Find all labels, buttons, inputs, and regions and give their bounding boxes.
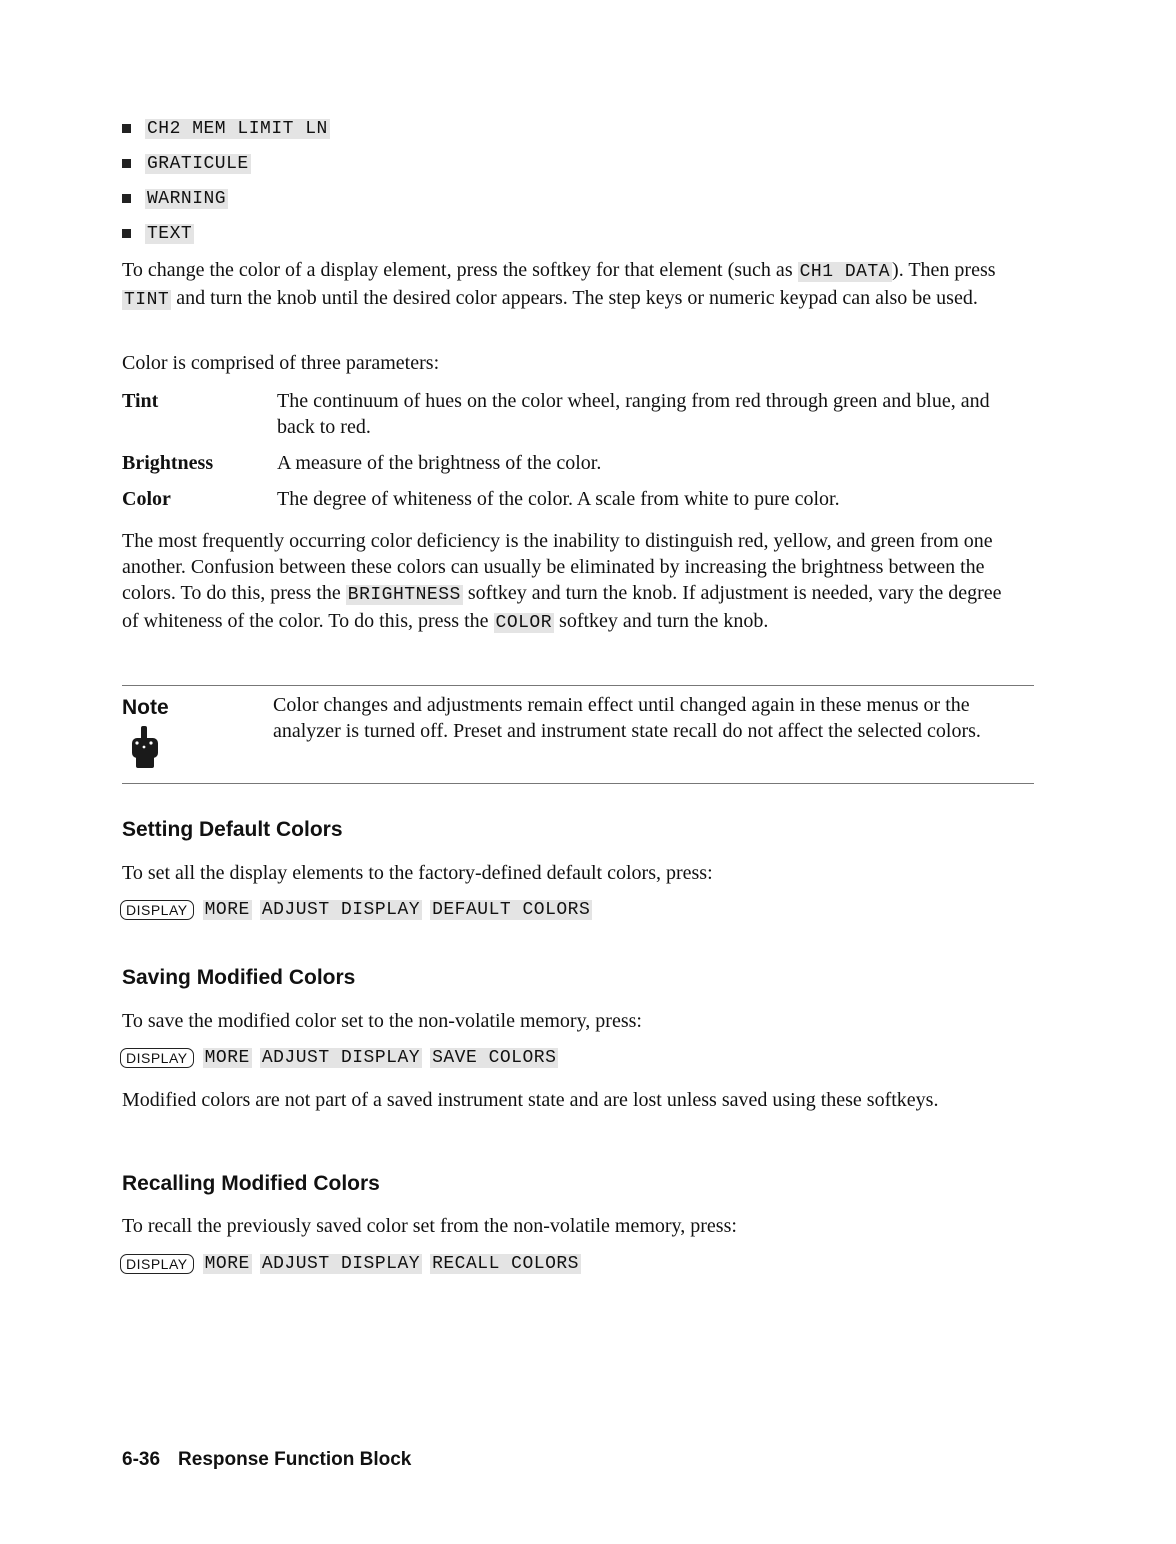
- softkey-more: MORE: [204, 1254, 250, 1274]
- section-heading-saving: Saving Modified Colors: [122, 966, 356, 989]
- bullet-icon: [122, 159, 131, 168]
- softkey-label: CH2 MEM LIMIT LN: [147, 118, 328, 139]
- bullet-icon: [122, 229, 131, 238]
- page-footer: [122, 1449, 411, 1471]
- softkey-label: GRATICULE: [147, 153, 249, 174]
- softkey-adjust-display: ADJUST DISPLAY: [261, 1048, 421, 1068]
- pointing-hand-icon: [128, 726, 164, 768]
- softkey-ch1-data: CH1 DATA: [799, 262, 891, 282]
- softkey-save-colors: SAVE COLORS: [432, 1048, 557, 1068]
- deficiency-text-3: softkey and turn the knob.: [559, 610, 769, 632]
- softkey-default-colors: DEFAULT COLORS: [432, 900, 591, 920]
- softkey-adjust-display: ADJUST DISPLAY: [261, 900, 421, 920]
- softkey-brightness: BRIGHTNESS: [347, 585, 461, 605]
- list-item: [122, 216, 330, 251]
- page-number: 6-36: [122, 1449, 161, 1470]
- list-item: [122, 111, 330, 146]
- softkey-color: COLOR: [495, 613, 553, 633]
- definition-description: The degree of whiteness of the color. A scale from white to pure color.: [277, 488, 840, 510]
- softkey-tint: TINT: [124, 290, 170, 310]
- softkey-adjust-display: ADJUST DISPLAY: [261, 1254, 421, 1274]
- note-box: [122, 685, 1034, 784]
- display-element-list: [122, 111, 330, 251]
- softkey-more: MORE: [204, 1048, 250, 1068]
- definition-description: A measure of the brightness of the color.: [277, 452, 602, 474]
- note-text: Color changes and adjustments remain effect until changed again in these menus or the analyzer is turned off. Preset and instrument state recall do not affect the selected colors.: [273, 694, 981, 742]
- softkey-label: TEXT: [147, 223, 193, 244]
- note-label: Note: [122, 696, 169, 719]
- chapter-title: Response Function Block: [178, 1449, 412, 1470]
- deficiency-text-2: softkey and turn the knob. If adjustment is needed, vary the degree of whiteness of the color. To do this, press the: [122, 582, 1002, 632]
- intro-paragraph: [122, 257, 1022, 313]
- key-sequence-recalling: [120, 1254, 589, 1274]
- deficiency-text-1: The most frequently occurring color deficiency is the inability to distinguish red, yellow, and green from one another. Confusion between these colors can usually be eliminated by increasing the brightness between the colors. To do this, press the: [122, 530, 993, 604]
- section-heading-recalling: Recalling Modified Colors: [122, 1172, 380, 1195]
- list-item: [122, 181, 330, 216]
- softkey-label: WARNING: [147, 188, 227, 209]
- softkey-more: MORE: [204, 900, 250, 920]
- parameter-definitions: [122, 388, 1022, 522]
- key-sequence-saving: [120, 1048, 566, 1068]
- definition-row-tint: [122, 388, 1022, 440]
- definition-row-color: [122, 486, 1022, 512]
- intro-text-2: ). Then press: [892, 259, 996, 281]
- intro-text-3: and turn the knob until the desired color appears. The step keys or numeric keypad can also be used.: [176, 287, 978, 309]
- section-body-recalling: To recall the previously saved color set from the non-volatile memory, press:: [122, 1215, 737, 1237]
- intro-text-1: To change the color of a display element, press the softkey for that element (such as: [122, 259, 793, 281]
- definition-term: Color: [122, 488, 171, 510]
- display-hardkey: DISPLAY: [120, 900, 194, 920]
- saving-note-paragraph: Modified colors are not part of a saved instrument state and are lost unless saved using these softkeys.: [122, 1089, 939, 1111]
- deficiency-paragraph: [122, 528, 1022, 636]
- definition-term: Tint: [122, 390, 159, 412]
- display-hardkey: DISPLAY: [120, 1254, 194, 1274]
- list-item: [122, 146, 330, 181]
- definition-description: The continuum of hues on the color wheel, ranging from red through green and blue, and back to red.: [277, 390, 990, 438]
- display-hardkey: DISPLAY: [120, 1048, 194, 1068]
- bullet-icon: [122, 194, 131, 203]
- softkey-recall-colors: RECALL COLORS: [432, 1254, 579, 1274]
- section-body-saving: To save the modified color set to the non-volatile memory, press:: [122, 1010, 642, 1032]
- key-sequence-default: [120, 900, 600, 920]
- section-body-default: To set all the display elements to the factory-defined default colors, press:: [122, 862, 713, 884]
- params-intro: Color is comprised of three parameters:: [122, 352, 440, 374]
- definition-term: Brightness: [122, 452, 214, 474]
- bullet-icon: [122, 124, 131, 133]
- section-heading-default: Setting Default Colors: [122, 818, 343, 841]
- definition-row-brightness: [122, 450, 1022, 476]
